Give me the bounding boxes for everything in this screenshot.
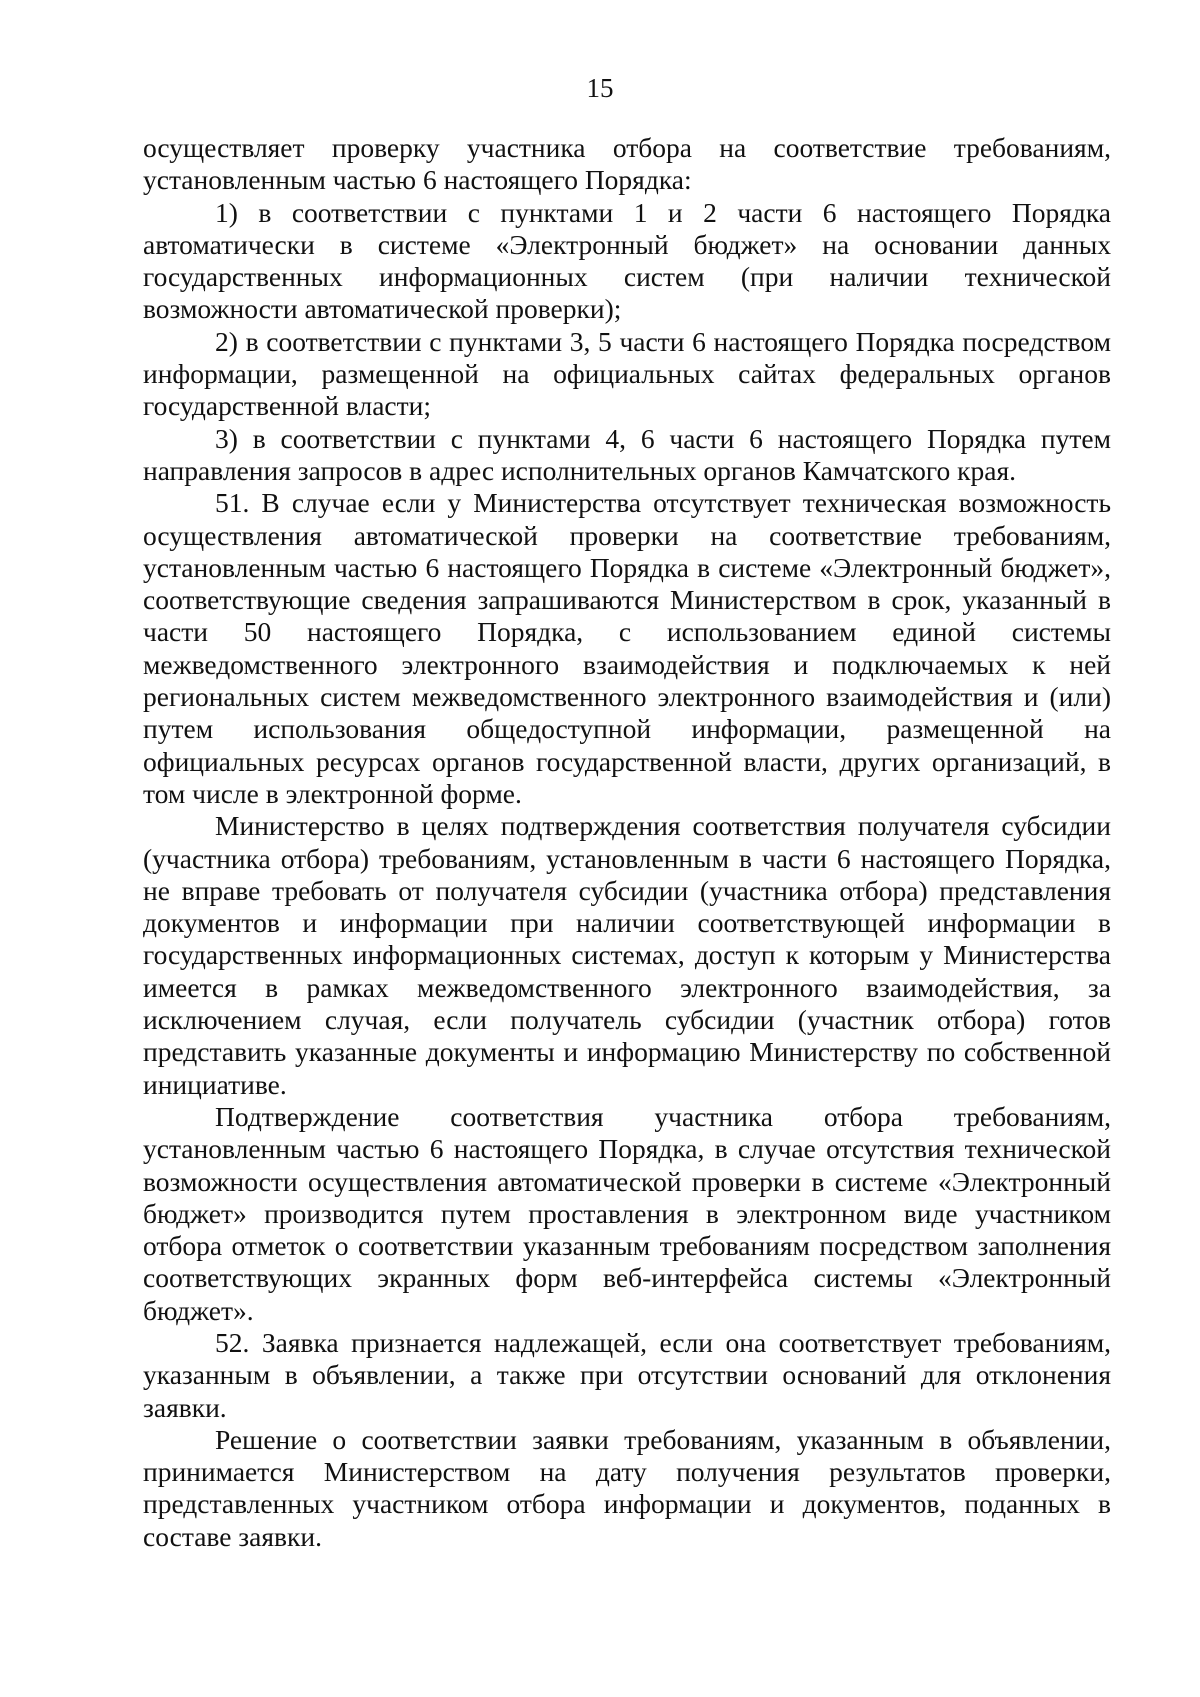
list-item-3: 3) в соответствии с пунктами 4, 6 части 6 настоящего Порядка путем направления запросов в адрес исполнительных органов Камчатского края. (143, 422, 1111, 486)
clause-52: 52. Заявка признается надлежащей, если она соответствует требованиям, указанным в объявлении, а также при отсутствии оснований для отклонения заявки. (143, 1326, 1111, 1423)
paragraph-continuation: осуществляет проверку участника отбора на соответствие требованиям, установленным частью 6 настоящего Порядка: (143, 132, 1111, 196)
list-item-1: 1) в соответствии с пунктами 1 и 2 части 6 настоящего Порядка автоматически в системе «Электронный бюджет» на основании данных государственных информационных систем (при наличии технической возможности автоматической проверки); (143, 196, 1111, 325)
paragraph-confirmation: Подтверждение соответствия участника отбора требованиям, установленным частью 6 настоящего Порядка, в случае отсутствия технической возможности осуществления автоматической проверки в системе «Электронный бюджет» производится путем проставления в электронном виде участником отбора отметок о соответствии указанным требованиям посредством заполнения соответствующих экранных форм веб-интерфейса системы «Электронный бюджет». (143, 1100, 1111, 1326)
list-item-2: 2) в соответствии с пунктами 3, 5 части 6 настоящего Порядка посредством информации, размещенной на официальных сайтах федеральных органов государственной власти; (143, 325, 1111, 422)
clause-51: 51. В случае если у Министерства отсутствует техническая возможность осуществления автоматической проверки на соответствие требованиям, установленным частью 6 настоящего Порядка в системе «Электронный бюджет», соответствующие сведения запрашиваются Министерством в срок, указанный в части 50 настоящего Порядка, с использованием единой системы межведомственного электронного взаимодействия и подключаемых к ней региональных систем межведомственного электронного взаимодействия и (или) путем использования общедоступной информации, размещенной на официальных ресурсах органов государственной власти, других организаций, в том числе в электронной форме. (143, 487, 1111, 809)
page-number: 15 (586, 73, 614, 103)
paragraph-ministry-verification: Министерство в целях подтверждения соответствия получателя субсидии (участника отбора) требованиям, установленным в части 6 настоящего Порядка, не вправе требовать от получателя субсидии (участника отбора) представления документов и информации при наличии соответствующей информации в государственных информационных системах, доступ к которым у Министерства имеется в рамках межведомственного электронного взаимодействия, за исключением случая, если получатель субсидии (участник отбора) готов представить указанные документы и информацию Министерству по собственной инициативе. (143, 810, 1111, 1100)
paragraph-decision: Решение о соответствии заявки требованиям, указанным в объявлении, принимается Министерством на дату получения результатов проверки, представленных участником отбора информации и документов, поданных в составе заявки. (143, 1423, 1111, 1552)
document-body (143, 132, 1111, 1553)
